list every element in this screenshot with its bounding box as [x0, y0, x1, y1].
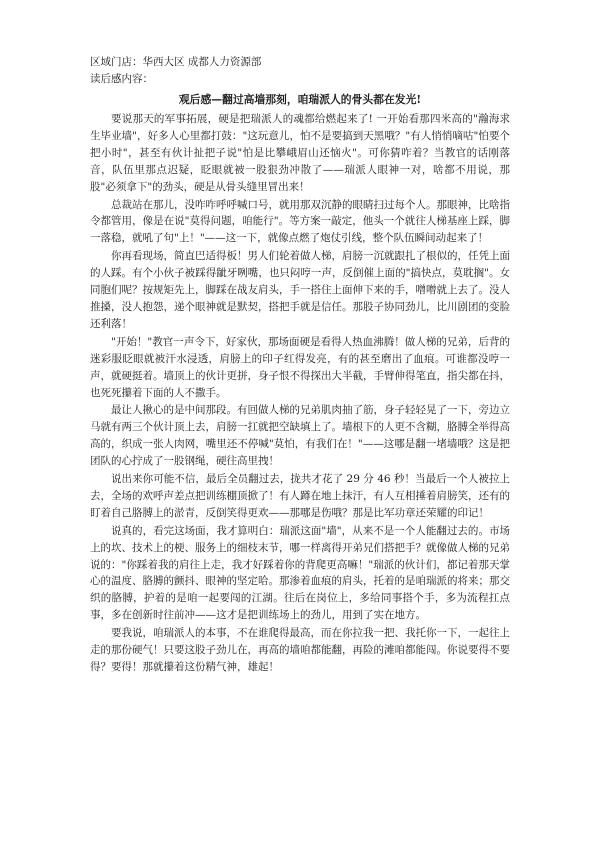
- paragraph-6: 说出来你可能不信，最后全员翻过去，拢共才花了 29 分 46 秒！当最后一个人被拉上去，全场的欢呼声差点把训练棚顶掀了！有人蹲在地上抹汗，有人互相捶着肩膀笑，还有的盯着自己胳膊上的淤青，反倒笑得更欢——那哪是伤哦？那是比军功章还荣耀的印记！: [90, 473, 510, 519]
- region-line: 区域门店：华西大区 成都人力资源部: [90, 56, 262, 68]
- paragraph-3: 你再看现场，简直巴适得板！男人们轮着做人梯，肩膀一沉就跟扎了根似的，任凭上面的人踩。有个小伙子被踩得龇牙咧嘴，也只闷哼一声，反倒催上面的"搞快点，莫耽搁"。女同胞们呢？按规矩先上，脚踩在战友肩头，手一搭住上面伸下来的手，噌噌就上去了。没人推搡，没人抱怨，递个眼神就是默契，搭把手就是信任。那股子协同劲儿，比川剧团的变脸还利落！: [90, 250, 510, 330]
- intro-line: 读后感内容：: [90, 73, 153, 85]
- essay-title: 观后感—翻过高墙那刻，咱瑞派人的骨头都在发光!: [178, 93, 422, 106]
- paragraph-5: 最让人揪心的是中间那段。有回做人梯的兄弟肌肉抽了筋，身子轻轻晃了一下，旁边立马就有两三个伙计顶上去，肩膀一扛就把空缺填上了。墙根下的人更不含糊，胳膊全举得高高的，织成一张人肉网，嘴里还不停喊"莫怕，有我们在！"——这哪是翻一堵墙哦？这是把团队的心拧成了一股钢绳，硬往高里拽！: [90, 404, 510, 468]
- paragraph-8: 要我说，咱瑞派人的本事，不在谁爬得最高，而在你拉我一把、我托你一下，一起往上走的那份硬气！只要这股子劲儿在，再高的墙咱都能翻，再险的滩咱都能闯。你说要得不要得？要得！那就攥着这份精气神，雄起！: [90, 627, 510, 673]
- paragraph-2: 总裁站在那儿，没咋咋呼呼喊口号，就用那双沉静的眼睛扫过每个人。那眼神，比啥指令都管用，像是在说"莫得问题，咱能行"。等方案一敲定，他头一个就往人梯基座上踩，脚一落稳，就吼了句"上！"——这一下，就像点燃了炮仗引线，整个队伍瞬间动起来了！: [90, 198, 510, 245]
- paragraph-7: 说真的，看完这场面，我才算明白：瑞派这面"墙"，从来不是一个人能翻过去的。市场上的坎、技术上的梗、服务上的细枝末节，哪一样离得开弟兄们搭把手？就像做人梯的兄弟说的："你踩着我的肩往上走，我才好踩着你的背爬更高嘛！"瑞派的伙计们，都记着那天掌心的温度、胳膊的颤抖、眼神的坚定哈。那渗着血痕的肩头，托着的是咱瑞派的将来；那交织的胳膊，护着的是咱一起要闯的江湖。往后在岗位上，多给同事搭个手，多为流程扛点事，多在创新时往前冲——这才是把训练场上的劲儿，用到了实在地方。: [90, 524, 510, 622]
- paragraph-4: "开始！"教官一声令下，好家伙，那场面硬是看得人热血沸腾！做人梯的兄弟，后背的迷彩服眨眼就被汗水浸透，肩膀上的印子红得发亮，有的甚至磨出了血痕。可谁都没哼一声，就硬挺着。墙顶上的伙计更拼，身子恨不得探出大半截，手臂伸得笔直，指尖都在抖，也死死攥着下面的人不撒手。: [90, 335, 510, 399]
- paragraph-1: 要说那天的军事拓展，硬是把瑞派人的魂都给燃起来了! 一开始看那四米高的"瀚海求生毕业墙"，好多人心里都打鼓："这玩意儿，怕不是要搞到天黑哦？"有人悄悄嘀咕"怕要个把小时"，甚至有伙计扯把子说"怕是比攀峨眉山还恼火"。可你猜咋着？当教官的话刚落音，队伍里那点迟疑，眨眼就被一股狠劲冲散了——瑞派人眼神一对，啥都不用说，那股"必须拿下"的劲头，硬是从骨头缝里冒出来！: [90, 113, 510, 193]
